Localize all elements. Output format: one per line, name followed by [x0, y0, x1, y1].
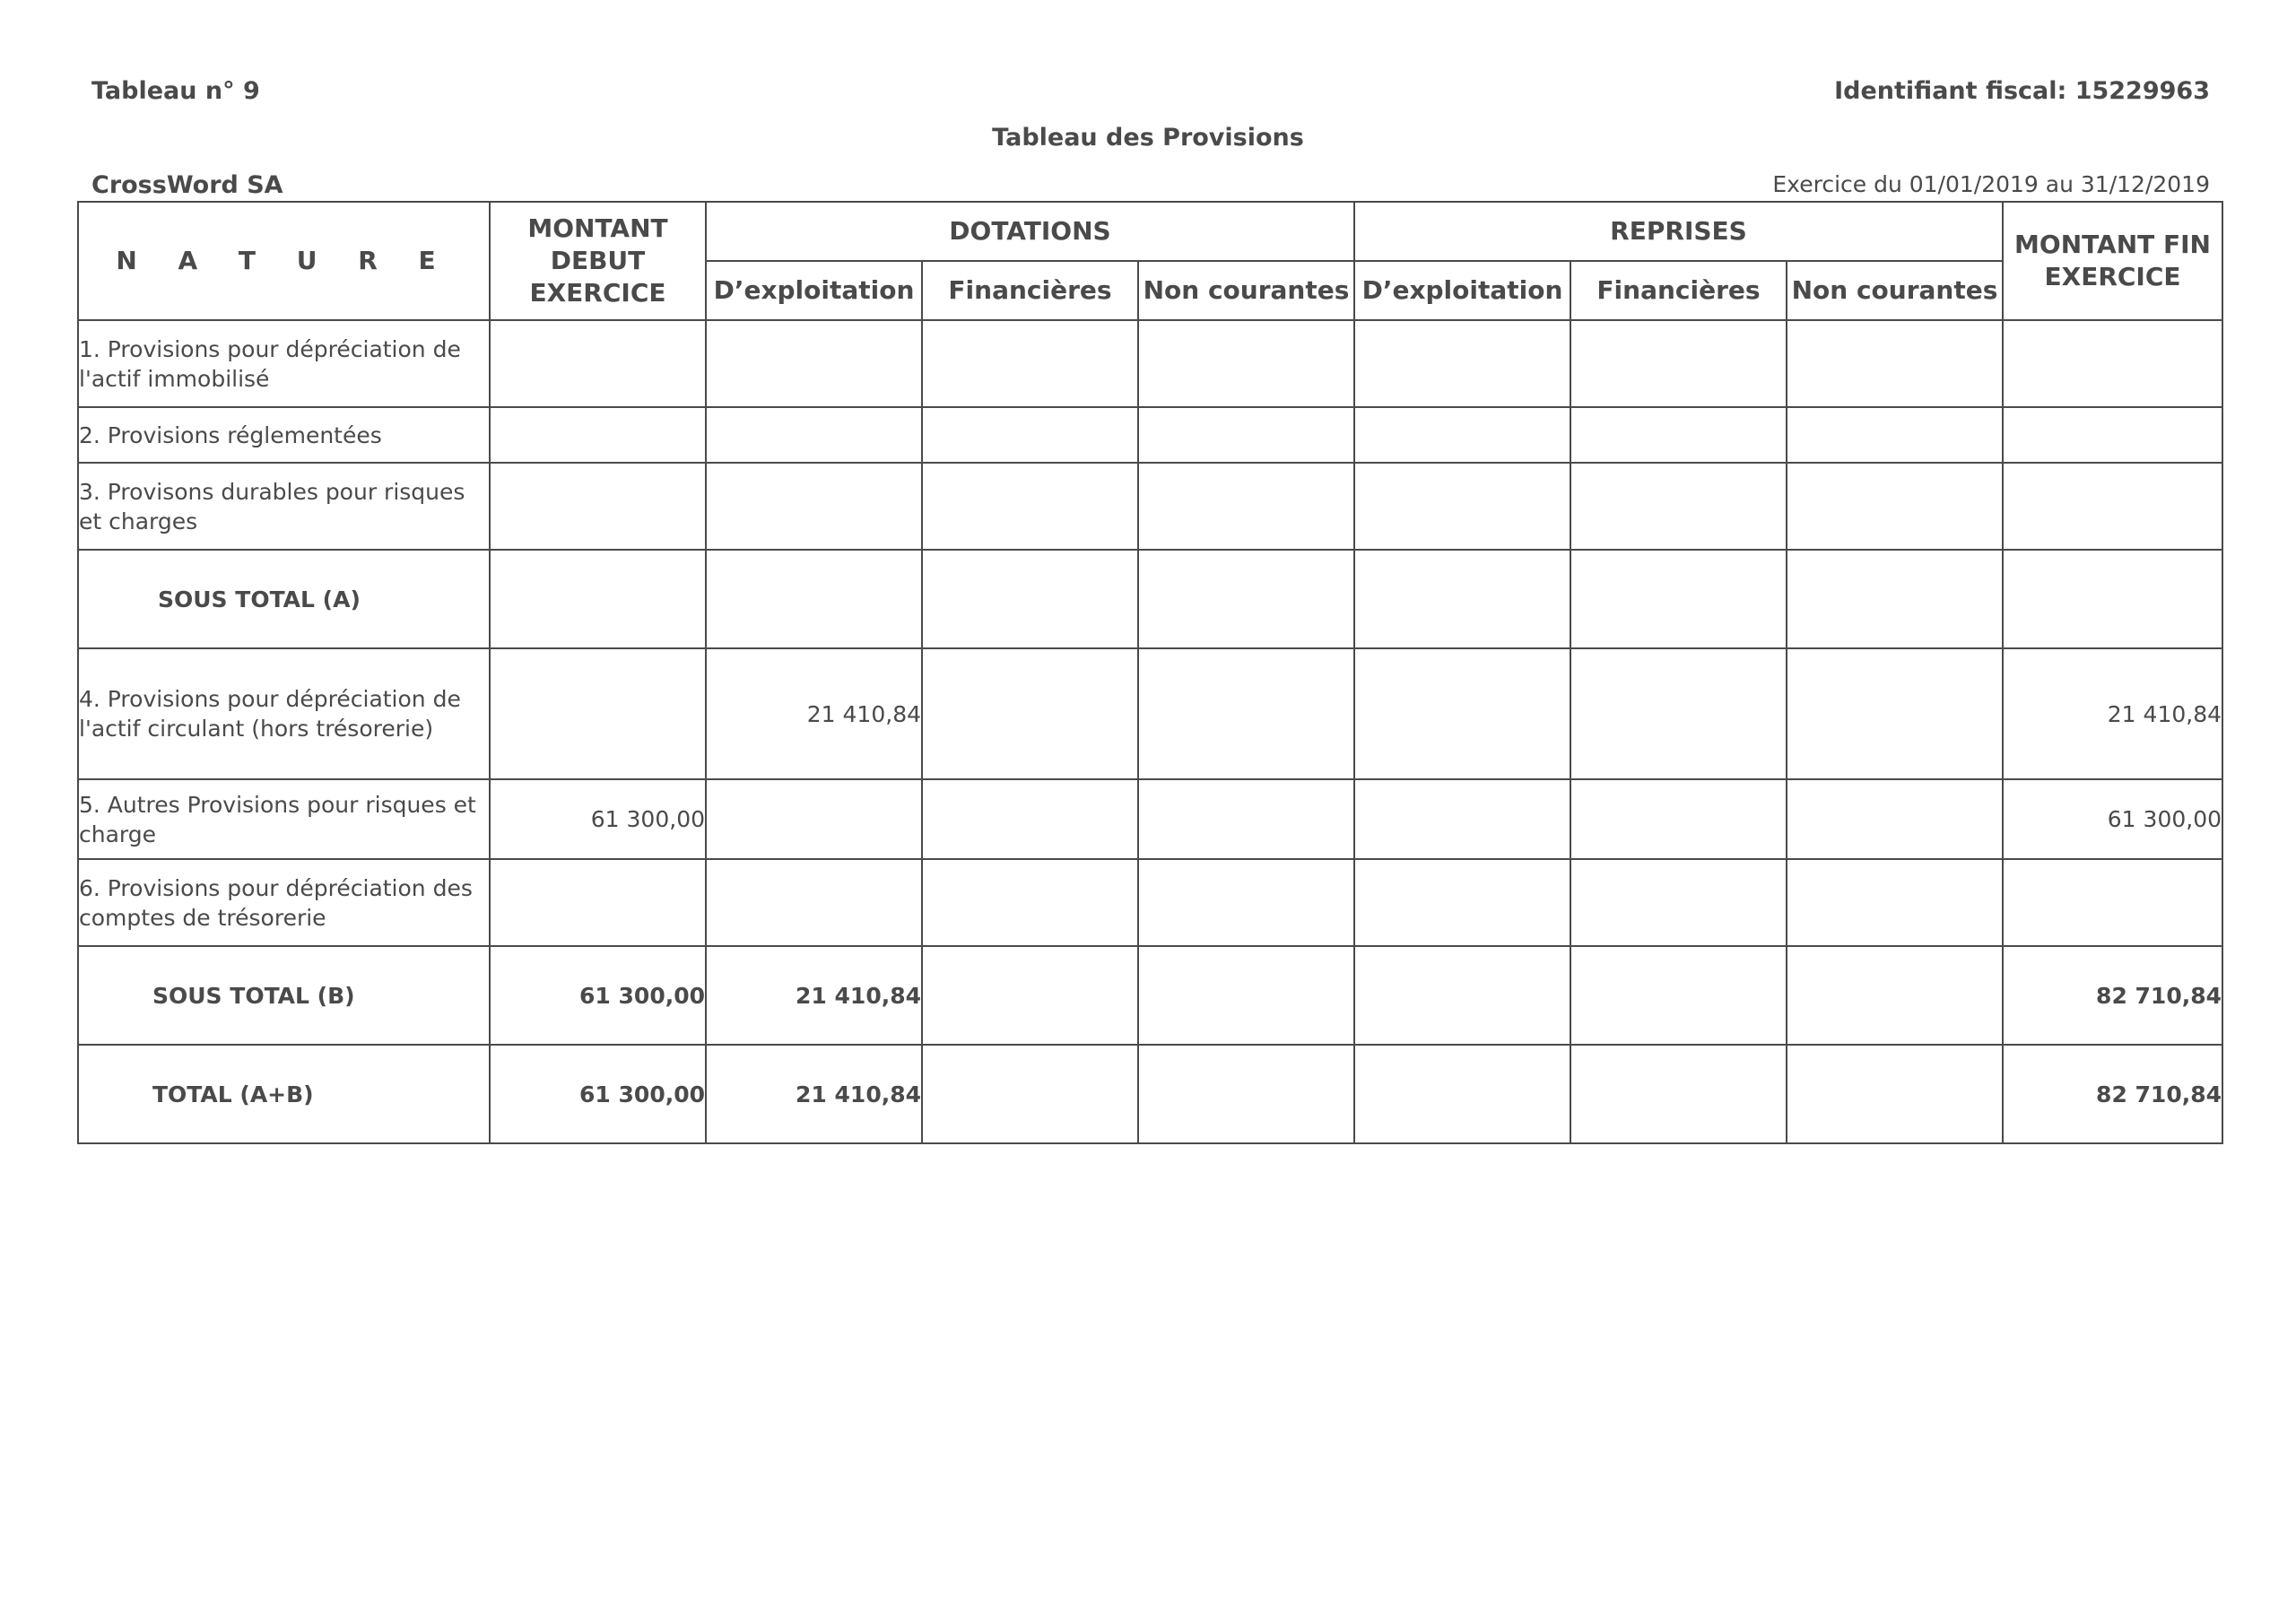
cell-dot-financieres	[922, 859, 1138, 946]
table-row	[78, 320, 2222, 407]
cell-rep-non-courantes	[1787, 550, 2003, 648]
cell-fin	[2003, 550, 2222, 648]
header-montant-fin: MONTANT FIN EXERCICE	[2003, 202, 2222, 320]
cell-rep-financieres	[1570, 648, 1787, 779]
fiscal-period: Exercice du 01/01/2019 au 31/12/2019	[1772, 171, 2210, 197]
row-label: 4. Provisions pour dépréciation de l'actif circulant (hors trésorerie)	[78, 648, 490, 779]
fiscal-identifier: Identifiant fiscal: 15229963	[1834, 77, 2210, 105]
cell-fin	[2003, 320, 2222, 407]
cell-rep-exploitation	[1354, 407, 1570, 463]
cell-dot-non-courantes	[1138, 550, 1354, 648]
cell-dot-non-courantes	[1138, 859, 1354, 946]
row-label: TOTAL (A+B)	[78, 1045, 490, 1143]
total-row	[78, 1045, 2222, 1143]
subtotal-row	[78, 946, 2222, 1045]
cell-rep-non-courantes	[1787, 407, 2003, 463]
cell-dot-financieres	[922, 648, 1138, 779]
header-reprises-financieres: Financières	[1570, 261, 1787, 320]
cell-fin: 82 710,84	[2003, 1045, 2222, 1143]
cell-dot-financieres	[922, 946, 1138, 1045]
header-dotations-financieres: Financières	[922, 261, 1138, 320]
cell-dot-exploitation	[706, 407, 922, 463]
row-label: 1. Provisions pour dépréciation de l'actif immobilisé	[78, 320, 490, 407]
cell-dot-exploitation: 21 410,84	[706, 946, 922, 1045]
header-dotations-exploitation: D’exploitation	[706, 261, 922, 320]
cell-dot-financieres	[922, 550, 1138, 648]
table-row	[78, 648, 2222, 779]
cell-fin: 61 300,00	[2003, 779, 2222, 859]
cell-dot-non-courantes	[1138, 463, 1354, 550]
cell-fin: 21 410,84	[2003, 648, 2222, 779]
cell-dot-financieres	[922, 1045, 1138, 1143]
page-title: Tableau des Provisions	[992, 124, 1304, 152]
cell-rep-financieres	[1570, 859, 1787, 946]
table-number: Tableau n° 9	[91, 77, 260, 105]
cell-rep-non-courantes	[1787, 1045, 2003, 1143]
cell-debut: 61 300,00	[490, 946, 706, 1045]
cell-fin	[2003, 463, 2222, 550]
row-label: 6. Provisions pour dépréciation des comptes de trésorerie	[78, 859, 490, 946]
cell-debut: 61 300,00	[490, 1045, 706, 1143]
cell-debut	[490, 407, 706, 463]
cell-rep-financieres	[1570, 550, 1787, 648]
cell-dot-non-courantes	[1138, 320, 1354, 407]
cell-debut	[490, 550, 706, 648]
header-montant-debut: MONTANT DEBUT EXERCICE	[490, 202, 706, 320]
cell-rep-exploitation	[1354, 320, 1570, 407]
cell-debut	[490, 463, 706, 550]
table-row	[78, 779, 2222, 859]
cell-rep-financieres	[1570, 1045, 1787, 1143]
cell-rep-exploitation	[1354, 550, 1570, 648]
header-reprises-exploitation: D’exploitation	[1354, 261, 1570, 320]
row-label: 3. Provisons durables pour risques et charges	[78, 463, 490, 550]
cell-debut	[490, 859, 706, 946]
cell-dot-exploitation	[706, 320, 922, 407]
cell-rep-exploitation	[1354, 1045, 1570, 1143]
table-row	[78, 463, 2222, 550]
cell-dot-financieres	[922, 320, 1138, 407]
cell-dot-exploitation: 21 410,84	[706, 648, 922, 779]
cell-rep-exploitation	[1354, 779, 1570, 859]
cell-dot-non-courantes	[1138, 779, 1354, 859]
cell-debut: 61 300,00	[490, 779, 706, 859]
cell-dot-exploitation	[706, 463, 922, 550]
cell-rep-financieres	[1570, 779, 1787, 859]
subtotal-row	[78, 550, 2222, 648]
cell-dot-non-courantes	[1138, 946, 1354, 1045]
cell-dot-exploitation	[706, 779, 922, 859]
cell-dot-non-courantes	[1138, 1045, 1354, 1143]
cell-rep-non-courantes	[1787, 648, 2003, 779]
cell-dot-exploitation	[706, 859, 922, 946]
table-row	[78, 859, 2222, 946]
cell-debut	[490, 648, 706, 779]
cell-dot-financieres	[922, 407, 1138, 463]
header-reprises-non-courantes: Non courantes	[1787, 261, 2003, 320]
cell-rep-exploitation	[1354, 463, 1570, 550]
company-name: CrossWord SA	[91, 171, 283, 199]
row-label: SOUS TOTAL (A)	[78, 550, 490, 648]
cell-dot-exploitation: 21 410,84	[706, 1045, 922, 1143]
cell-rep-non-courantes	[1787, 320, 2003, 407]
cell-dot-non-courantes	[1138, 407, 1354, 463]
header-dotations-non-courantes: Non courantes	[1138, 261, 1354, 320]
row-label: 5. Autres Provisions pour risques et charge	[78, 779, 490, 859]
provisions-table	[77, 201, 2223, 1144]
cell-dot-financieres	[922, 463, 1138, 550]
cell-fin: 82 710,84	[2003, 946, 2222, 1045]
cell-fin	[2003, 859, 2222, 946]
cell-rep-non-courantes	[1787, 779, 2003, 859]
header-reprises: REPRISES	[1354, 202, 2003, 261]
cell-rep-non-courantes	[1787, 463, 2003, 550]
cell-dot-exploitation	[706, 550, 922, 648]
cell-rep-financieres	[1570, 463, 1787, 550]
cell-debut	[490, 320, 706, 407]
table-row	[78, 407, 2222, 463]
row-label: SOUS TOTAL (B)	[78, 946, 490, 1045]
cell-rep-financieres	[1570, 320, 1787, 407]
cell-dot-non-courantes	[1138, 648, 1354, 779]
cell-fin	[2003, 407, 2222, 463]
cell-rep-financieres	[1570, 946, 1787, 1045]
cell-rep-exploitation	[1354, 946, 1570, 1045]
cell-dot-financieres	[922, 779, 1138, 859]
cell-rep-non-courantes	[1787, 859, 2003, 946]
cell-rep-exploitation	[1354, 859, 1570, 946]
header-dotations: DOTATIONS	[706, 202, 1354, 261]
header-nature: N A T U R E	[78, 202, 490, 320]
cell-rep-financieres	[1570, 407, 1787, 463]
cell-rep-non-courantes	[1787, 946, 2003, 1045]
row-label: 2. Provisions réglementées	[78, 407, 490, 463]
cell-rep-exploitation	[1354, 648, 1570, 779]
